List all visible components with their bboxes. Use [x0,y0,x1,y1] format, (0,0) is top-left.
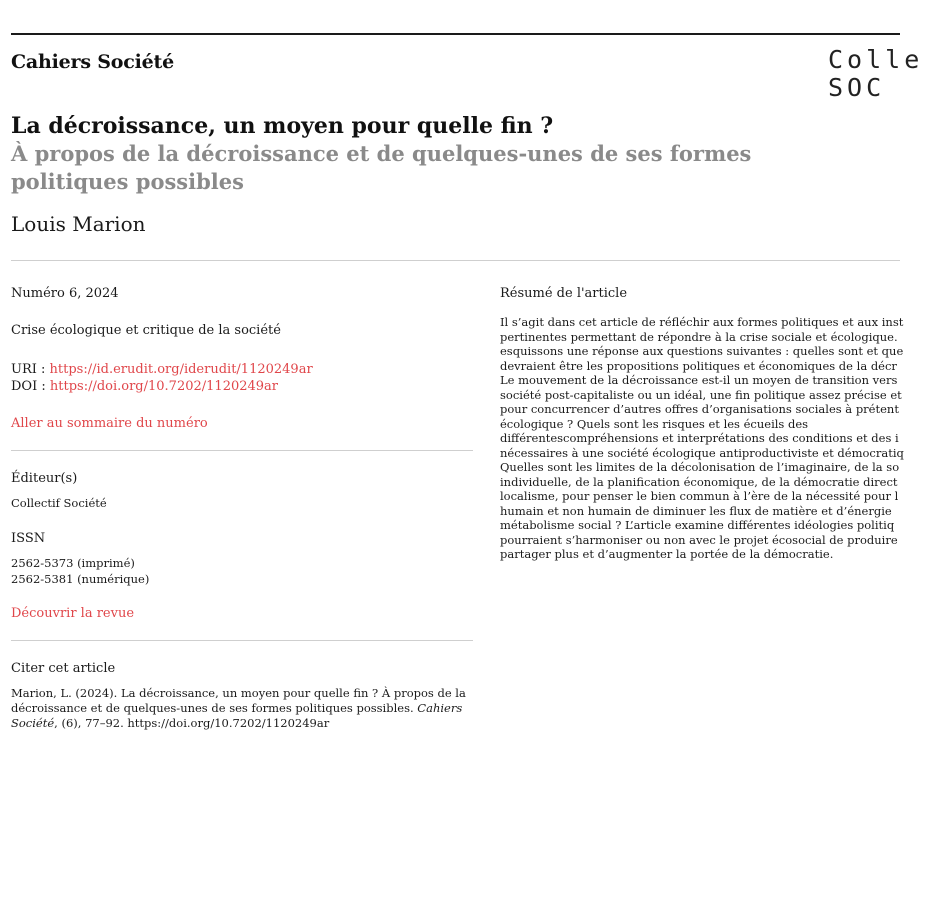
abstract-line: pourraient s’harmoniser ou non avec le projet écosocial de produire [500,532,898,547]
abstract-line: Il s’agit dans cet article de réfléchir aux formes politiques et aux inst [500,315,904,329]
metadata-divider [11,450,473,451]
abstract-line: nécessaires à une société écologique antiproductiviste et démocratiq [500,445,904,460]
doi-link[interactable]: https://doi.org/10.7202/1120249ar [49,379,279,394]
article-title: La décroissance, un moyen pour quelle fin ? [11,113,554,139]
abstract-line: Quelles sont les limites de la décolonisation de l’imaginaire, de la so [500,460,900,474]
issn-heading: ISSN [11,531,46,546]
abstract-line: pertinentes permettant de répondre à la crise sociale et écologique. [500,329,898,344]
top-rule [11,33,900,35]
citation-text[interactable] [11,686,473,731]
abstract-line: individuelle, de la planification économique, de la démocratie direct [500,474,898,489]
abstract-text [500,315,940,562]
uri-label: URI : [11,362,50,377]
abstract-line: humain et non humain de diminuer les flux de matière et d’énergie [500,503,892,518]
citation-heading: Citer cet article [11,661,116,676]
publisher-heading: Éditeur(s) [11,471,78,486]
abstract-line: partager plus et d’augmenter la portée de la démocratie. [500,547,834,561]
uri-row [11,361,473,378]
abstract-line: devraient être les propositions politiques et économiques de la décr [500,358,897,373]
uri-link[interactable]: https://id.erudit.org/iderudit/1120249ar [49,362,313,377]
abstract-line: société post-capitaliste ou un idéal, une fin politique assez précise et [500,387,902,402]
citation-journal: Cahiers Société [11,701,463,730]
article-author[interactable]: Louis Marion [11,212,146,236]
citation-text-after: , (6), 77–92. https://doi.org/10.7202/1120249ar [54,716,330,730]
abstract-line: esquissons une réponse aux questions suivantes : quelles sont et que [500,344,904,358]
issn-print: 2562-5373 (imprimé) [11,556,135,570]
article-abstract [500,285,904,562]
abstract-line: Le mouvement de la décroissance est-il un moyen de transition vers [500,373,898,387]
issue-toc-link[interactable]: Aller au sommaire du numéro [11,416,208,431]
logo-line-2: SOC [828,73,886,102]
journal-name[interactable]: Cahiers Société [11,51,175,73]
abstract-line: métabolisme social ? L’article examine différentes idéologies politiq [500,518,895,532]
publisher-name: Collectif Société [11,496,107,510]
discover-journal-link[interactable]: Découvrir la revue [11,606,135,621]
article-subtitle: À propos de la décroissance et de quelques-unes de ses formes politiques possibles [11,141,752,194]
logo-line-1: Colle [828,45,924,74]
doi-label: DOI : [11,379,50,394]
abstract-line: localisme, pour penser le bien commun à l’ère de la nécessité pour l [500,489,899,503]
section-divider [11,260,900,261]
issue-theme: Crise écologique et critique de la société [11,323,281,338]
abstract-heading: Résumé de l'article [500,286,628,301]
issue-number: Numéro 6, 2024 [11,286,119,301]
issn-digital: 2562-5381 (numérique) [11,572,150,586]
citation-divider [11,640,473,641]
citation-text-before: Marion, L. (2024). La décroissance, un moyen pour quelle fin ? À propos de la décroissance et de quelques-unes de ses formes politiques possibles. [11,686,466,715]
abstract-line: différentescompréhensions et interprétations des conditions et des i [500,431,899,445]
doi-row [11,378,473,395]
abstract-line: pour concurrencer d’autres offres d’organisations sociales à prétent [500,402,899,416]
journal-logo[interactable] [828,45,924,106]
abstract-line: écologique ? Quels sont les risques et les écueils des [500,416,809,431]
